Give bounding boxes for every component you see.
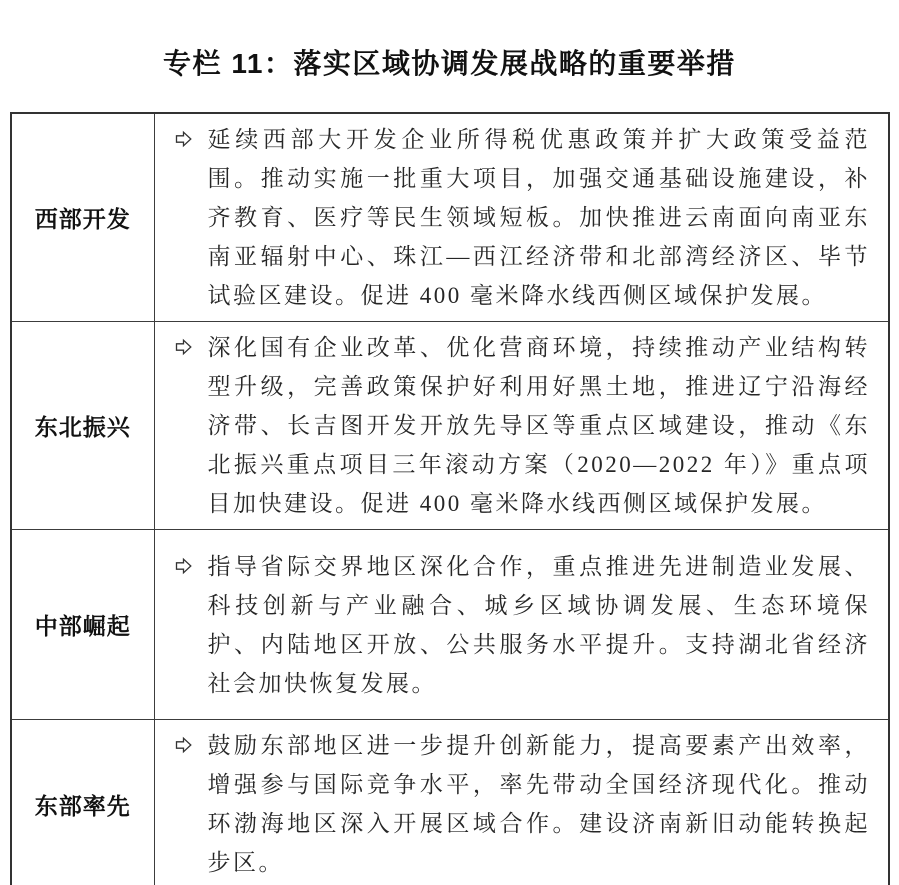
row-content [155, 541, 889, 709]
row-label: 东部率先 [11, 720, 154, 885]
measures-table [10, 112, 890, 885]
row-content [155, 322, 889, 529]
rightwards-white-arrow-icon [175, 130, 193, 148]
table-row-western-development [11, 113, 889, 322]
row-text: 指导省际交界地区深化合作，重点推进先进制造业发展、科技创新与产业融合、城乡区域协调发展、生态环境保护、内陆地区开放、公共服务水平提升。支持湖北省经济社会加快恢复发展。 [207, 553, 870, 696]
rightwards-white-arrow-icon [175, 338, 193, 356]
row-label: 东北振兴 [11, 322, 154, 530]
row-text: 延续西部大开发企业所得税优惠政策并扩大政策受益范围。推动实施一批重大项目，加强交通基础设施建设，补齐教育、医疗等民生领域短板。加快推进云南面向南亚东南亚辐射中心、珠江—西江经济带和北部湾经济区、毕节试验区建设。促进 400 毫米降水线西侧区域保护发展。 [207, 127, 870, 308]
row-content [155, 114, 889, 321]
rightwards-white-arrow-icon [175, 736, 193, 754]
rightwards-white-arrow-icon [175, 557, 193, 575]
box-title: 专栏 11：落实区域协调发展战略的重要举措 [163, 48, 736, 79]
row-label: 西部开发 [11, 113, 154, 322]
table-row-central-rise [11, 530, 889, 720]
row-content [155, 720, 889, 885]
table-row-eastern-lead [11, 720, 889, 885]
table-row-northeast-revitalization [11, 322, 889, 530]
row-text: 鼓励东部地区进一步提升创新能力，提高要素产出效率，增强参与国际竞争水平，率先带动全国经济现代化。推动环渤海地区深入开展区域合作。建设济南新旧动能转换起步区。 [207, 733, 870, 875]
row-text: 深化国有企业改革、优化营商环境，持续推动产业结构转型升级，完善政策保护好利用好黑土地，推进辽宁沿海经济带、长吉图开发开放先导区等重点区域建设，推动《东北振兴重点项目三年滚动方案（2020—2022 年）》重点项目加快建设。促进 400 毫米降水线西侧区域保护发展。 [207, 335, 870, 516]
row-label: 中部崛起 [11, 530, 154, 720]
